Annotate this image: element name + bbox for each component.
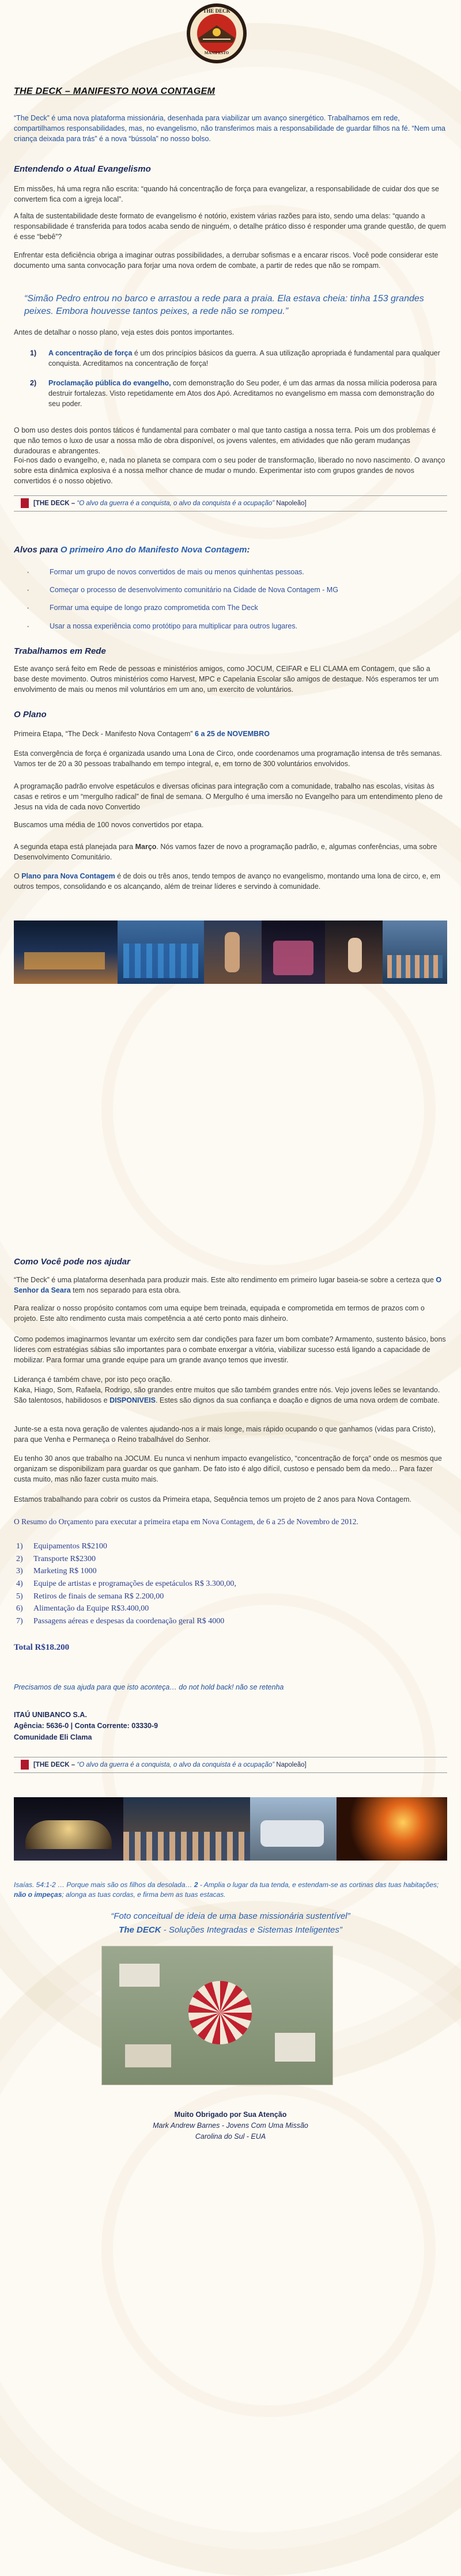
bank-account: Agência: 5636-0 | Conta Corrente: 03330-9 xyxy=(14,1722,158,1730)
motto-lead: [THE DECK – xyxy=(33,1761,77,1768)
motto-bar xyxy=(14,1757,447,1773)
item-label: Alimentação da Equipe R$3.400,00 xyxy=(33,1604,149,1613)
paragraph xyxy=(14,842,447,862)
point-number: 1) xyxy=(30,349,37,357)
thanks-line: Muito Obrigado por Sua Atenção xyxy=(174,2111,287,2119)
paragraph: O Resumo do Orçamento para executar a primeira etapa em Nova Contagem, de 6 a 25 de Novembro de 2012. xyxy=(14,1517,358,1526)
section-heading: Entendendo o Atual Evangelismo xyxy=(14,164,151,174)
goals-list xyxy=(14,567,447,639)
item-number: 1) xyxy=(16,1542,23,1551)
text-part: Liderança é também chave, por isto peço oração. Kaka, Hiago, Som, Rafaela, Rodrigo, são grandes entre muitos que são também grandes entre nós. Vejo jovens leões se levantando. São talentosos, habilidosos e xyxy=(14,1376,440,1405)
section-heading: Trabalhamos em Rede xyxy=(14,646,106,656)
item-number: 2) xyxy=(16,1554,23,1563)
text-part: A segunda etapa está planejada para xyxy=(14,843,135,851)
paragraph: A programação padrão envolve espetáculos e diversas oficinas para integração com a comunidade, trabalho nas escolas, visitas às casas e retiros e um “mergulho radical” de final de semana. O Mergulho é uma imersão no Evangelho para um entendimento pleno de Jesus na vida de cada novo Convertido xyxy=(14,782,443,812)
bank-name: ITAÚ UNIBANCO S.A. xyxy=(14,1711,87,1719)
brand-name: The DECK xyxy=(119,1925,161,1935)
item-label: Marketing R$ 1000 xyxy=(33,1567,97,1576)
motto-bar xyxy=(14,495,447,512)
photo-event-stage xyxy=(14,920,118,984)
budget-list xyxy=(14,1540,447,1628)
list-item: · Formar um grupo de novos convertidos de mais ou menos quinhentas pessoas. xyxy=(14,567,447,577)
budget-item xyxy=(14,1553,447,1566)
point-2 xyxy=(14,378,447,409)
motto-quote: “O alvo da guerra é a conquista, o alvo da conquista é a ocupação” xyxy=(77,1761,275,1768)
paragraph: Este avanço será feito em Rede de pessoas e ministérios amigos, como JOCUM, CEIFAR e ELI CLAMA em Contagem, que são a base deste movimento. Outros ministérios como Harvest, MPC e Capelania Escolar são amigos de destaque. Nós esperamos ter um envolvimento de mais ou menos mil voluntários em um ano, um exercito de voluntários. xyxy=(14,665,439,694)
text-part: Primeira Etapa, “The Deck - Manifesto Nova Contagem” xyxy=(14,730,195,738)
item-number: 3) xyxy=(16,1567,23,1576)
slogan-line-1: “Foto conceitual de ideia de uma base missionária sustentível” xyxy=(111,1911,350,1921)
paragraph: Em missões, há uma regra não escrita: “quando há concentração de força para evangelizar, a responsabilidade de cuidar dos que se convertem fica com a igreja local”. xyxy=(14,185,439,204)
slogan-line-2 xyxy=(14,1924,447,1937)
red-marker xyxy=(21,498,29,508)
paragraph: Foi-nos dado o evangelho, e, nada no planeta se compara com o seu poder de transformação, liberado no novo nascimento. O avanço sobre esta dinâmica explosiva é a nossa melhor chance de mudar o mundo. Experimentar isto com grupos grandes de novos convertidos é o nosso objetivo. xyxy=(14,456,445,486)
motto-tail: Napoleão] xyxy=(274,1761,307,1768)
bible-quote: “Simão Pedro entrou no barco e arrastou a rede para a praia. Ela estava cheia: tinha 153 grandes peixes. Embora houvesse tantos peixes, a rede não se rompeu.” xyxy=(24,294,424,316)
motto-tail: Napoleão] xyxy=(274,500,307,507)
text-emphasis: Março xyxy=(135,843,157,851)
section-heading xyxy=(14,544,447,556)
text-part: - Soluções Integradas e Sistemas Inteligentes” xyxy=(161,1925,342,1935)
point-lead: A concentração de força xyxy=(48,349,133,357)
text-part: “The Deck” é uma plataforma desenhada para produzir mais. Este alto rendimento em primeiro lugar baseia-se sobre a certeza que xyxy=(14,1276,436,1284)
text-part: Isaías. 54:1-2 … Porque mais são os filhos da desolada… xyxy=(14,1881,194,1889)
photo-van xyxy=(250,1797,337,1861)
text-part: . Nós vamos fazer de novo a programação padrão, e, algumas conferências, uma sobre Desenvolvimento Comunitário. xyxy=(14,843,437,862)
item-label: Equipamentos R$2100 xyxy=(33,1542,107,1551)
intro-paragraph: “The Deck” é uma nova plataforma missionária, desenhada para viabilizar um avanço sinergético. Trabalhamos em rede, compartilhamos responsabilidades, mas, no evangelismo, não transferimos mais a responsabilidade de guardar filhos na fé. “Nem uma criança deixada para trás” é a nova “bússola” no nosso bolso. xyxy=(14,114,445,143)
signature-location: Carolina do Sul - EUA xyxy=(195,2132,266,2141)
photo-dance xyxy=(325,920,383,984)
paragraph: Buscamos uma média de 100 novos convertidos por etapa. xyxy=(14,821,204,829)
red-marker xyxy=(21,1760,29,1770)
paragraph: A falta de sustentabilidade deste formato de evangelismo é notório, existem várias razões para isto, sendo uma delas: “quando a responsabilidade é transferida para todos acaba sendo de ninguém, o detalhe prático disso é responder uma grande questão, de quem é esse “bebê”? xyxy=(14,212,446,241)
text-part: tem nos separado para esta obra. xyxy=(70,1286,181,1295)
paragraph: Estamos trabalhando para cobrir os custos da Primeira etapa, Sequência temos um projeto de 2 anos para Nova Contagem. xyxy=(14,1495,411,1503)
photo-crowd xyxy=(123,1797,250,1861)
photo-night-group xyxy=(262,920,325,984)
page-title: THE DECK – MANIFESTO NOVA CONTAGEM xyxy=(14,86,216,96)
item-label: Passagens aéreas e despesas da coordenação geral R$ 4000 xyxy=(33,1617,225,1626)
signature-name: Mark Andrew Barnes - Jovens Com Uma Missão xyxy=(153,2122,308,2130)
budget-item xyxy=(14,1603,447,1615)
item-number: 5) xyxy=(16,1592,23,1601)
paragraph xyxy=(14,729,447,739)
logo-bottom-text: MANIFESTO xyxy=(204,51,229,55)
photo-crowd-blue xyxy=(118,920,204,984)
paragraph: Esta convergência de força é organizada usando uma Lona de Circo, onde coordenamos uma programação intensa de três semanas. Vamos ter de 20 a 30 pessoas trabalhando em tempo integral, e, em torno de 300 voluntários envolvidos. xyxy=(14,749,442,768)
text-part: ; alonga as tuas cordas, e firma bem as tuas estacas. xyxy=(62,1891,226,1899)
paragraph: Enfrentar esta deficiência obriga a imaginar outras possibilidades, a derrubar sofismas e a encarar riscos. Você pode considerar este documento uma santa convocação para forjar uma nova ordem de combate, a partir de redes que não se rompam. xyxy=(14,251,439,270)
text-part: é de dois ou três anos, tendo tempos de avanço no evangelismo, montando uma lona de circo, e, em outros tempos, consolidando e os alcançando, além de treinar líderes e servindo à comunidade. xyxy=(14,872,440,891)
paragraph: Para realizar o nosso propósito contamos com uma equipe bem treinada, equipada e comprometida em termos de prazos com o projeto. Este alto rendimento custa mais competência a até certo ponto mais dinheiro. xyxy=(14,1304,425,1323)
logo-top-text: THE DECK xyxy=(203,8,231,14)
paragraph xyxy=(14,1275,447,1295)
isaiah-verse xyxy=(14,1880,447,1900)
item-label: Transporte R$2300 xyxy=(33,1554,96,1563)
closing-appeal: Precisamos de sua ajuda para que isto aconteça… do not hold back! não se retenha xyxy=(14,1683,284,1691)
list-item: · Formar uma equipe de longo prazo comprometida com The Deck xyxy=(14,603,447,613)
paragraph: Junte-se a esta nova geração de valentes ajudando-nos a ir mais longe, mais rápido ocupando o que ganhamos (vidas para Cristo), para que Venha e Permaneça o Reino trabalhável do Senhor. xyxy=(14,1425,436,1444)
date-range: 6 a 25 de NOVEMBRO xyxy=(195,730,270,738)
account-holder: Comunidade Eli Clama xyxy=(14,1733,92,1741)
budget-item xyxy=(14,1578,447,1590)
budget-item xyxy=(14,1565,447,1578)
point-text: com demonstração do Seu poder, é um das armas da nossa milícia poderosa para destruir fortalezas. Visto repetidamente em Atos dos Apó. Acreditamos no evangelismo em massa com demonstração do seu poder. xyxy=(48,379,437,408)
budget-item xyxy=(14,1540,447,1553)
heading-part: Alvos para xyxy=(14,545,61,555)
point-text: é um dos princípios básicos da guerra. A sua utilização apropriada é fundamental para qualquer conquista. Acreditamos na concentração de força! xyxy=(48,349,440,368)
text-part: . Estes são dignos da sua confiança e doação e dignos de uma nova ordem de combate. xyxy=(155,1396,440,1405)
heading-part: : xyxy=(247,545,250,555)
text-part: O xyxy=(14,872,22,880)
motto-quote: “O alvo da guerra é a conquista, o alvo da conquista é a ocupação” xyxy=(77,500,275,507)
paragraph: Como podemos imaginarmos levantar um exército sem dar condições para fazer um bom combate? Armamento, sustento básico, bons líderes com estratégias sábias são importantes para o combate enxergar a vitória, viabilizar sucesso está ligando a capacidade de mobilizar. Para formar uma grande equipe para um grande avanço temos que investir. xyxy=(14,1335,446,1365)
heading-part: O primeiro Ano do Manifesto Nova Contagem xyxy=(60,545,247,555)
item-number: 4) xyxy=(16,1579,23,1589)
point-1 xyxy=(14,348,447,369)
paragraph: Antes de detalhar o nosso plano, veja estes dois pontos importantes. xyxy=(14,328,235,336)
motto-lead: [THE DECK – xyxy=(33,500,77,507)
list-item: · Usar a nossa experiência como protótipo para multiplicar para outros lugares. xyxy=(14,621,447,631)
budget-item xyxy=(14,1615,447,1628)
item-number: 6) xyxy=(16,1604,23,1613)
text-emphasis: não o impeças xyxy=(14,1891,62,1899)
paragraph: O bom uso destes dois pontos táticos é fundamental para combater o mal que tanto castiga a nossa terra. Pois um dos problemas é que não temos o luxo de usar a nossa mão de obra disponível, os jovens valentes, em atividades que não geram mudanças duradouras e abrangentes. xyxy=(14,426,436,456)
photo-circus-tent-night xyxy=(14,1797,123,1861)
list-item: · Começar o processo de desenvolvimento comunitário na Cidade de Nova Contagem - MG xyxy=(14,585,447,595)
concept-base-aerial xyxy=(101,1946,333,2085)
point-number: 2) xyxy=(30,379,37,387)
paragraph: Eu tenho 30 anos que trabalho na JOCUM. Eu nunca vi nenhum impacto evangelístico, “concentração de força” onde os mesmos que organizam se disponibilizam para guardar os que ganham. De fato isto é algo difícil, custoso e pensado bem da medo… Para fazer custa muito, mas não fazer custa muito mais. xyxy=(14,1454,442,1484)
photo-fire-performer xyxy=(337,1797,447,1861)
photo-performer xyxy=(204,920,262,984)
item-label: Retiros de finais de semana R$ 2.200,00 xyxy=(33,1592,164,1601)
point-lead: Proclamação pública do evangelho, xyxy=(48,379,171,387)
item-number: 7) xyxy=(16,1617,23,1626)
item-label: Equipe de artistas e programações de espetáculos R$ 3.300,00, xyxy=(33,1579,236,1589)
text-part: - Amplia o lugar da tua tenda, e estendam-se as cortinas das tuas habitações; xyxy=(198,1881,439,1889)
paragraph xyxy=(14,1374,447,1406)
text-emphasis: DISPONIVEIS xyxy=(109,1396,156,1405)
bank-info xyxy=(14,1710,447,1743)
budget-item xyxy=(14,1590,447,1603)
section-heading: Como Você pode nos ajudar xyxy=(14,1257,130,1267)
photo-audience xyxy=(383,920,447,984)
text-emphasis: O Senhor da Seara xyxy=(14,1276,442,1295)
text-emphasis: 2 xyxy=(194,1881,198,1889)
paragraph xyxy=(14,871,447,892)
deck-logo xyxy=(186,2,248,65)
text-emphasis: Plano para Nova Contagem xyxy=(21,872,115,880)
section-heading: O Plano xyxy=(14,710,47,719)
budget-total: Total R$18.200 xyxy=(14,1643,70,1652)
